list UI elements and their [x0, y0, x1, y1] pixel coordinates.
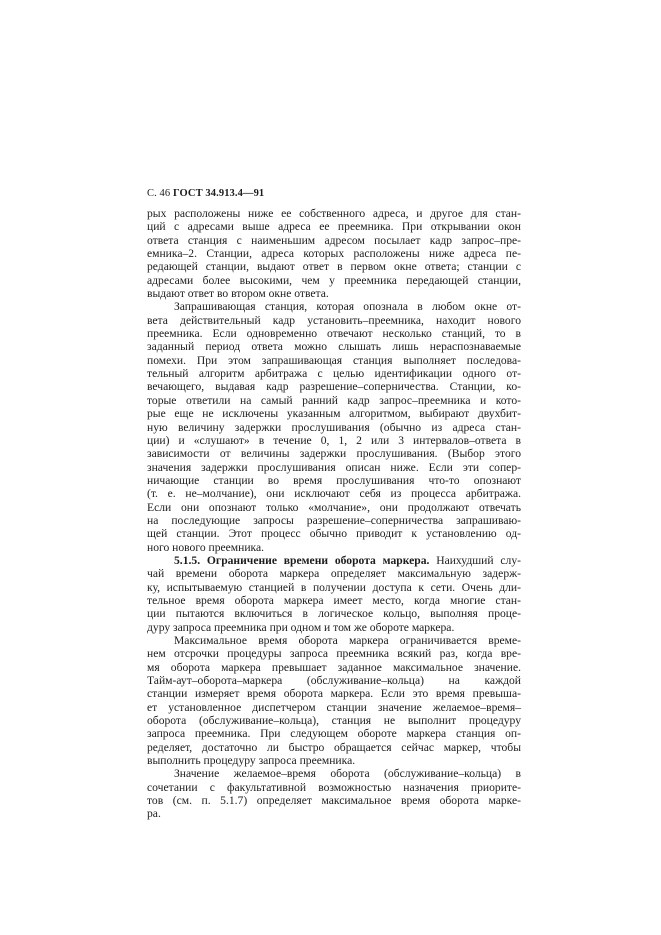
text-line: тов (см. п. 5.1.7) определяет максимальное время оборота марке- [147, 794, 521, 808]
text-line: рых расположены ниже ее собственного адреса, и другое для стан- [147, 207, 521, 220]
text-line: заданный период ответа можно слышать лишь нераспознаваемые [147, 340, 521, 354]
section-number: 5.1.5. [174, 553, 201, 567]
text-line: Значение желаемое–время оборота (обслуживание–кольца) в [174, 767, 521, 781]
text-line: Максимальное время оборота маркера ограничивается време- [174, 634, 521, 647]
text-line: щей станции. Этот процесс обычно приводит к установлению од- [147, 527, 521, 541]
text-line: тельное время оборота маркера имеет место, когда многие стан- [147, 593, 521, 607]
text-line: ций с адресами выше адреса ее преемника. При открывании окон [147, 220, 521, 234]
text-line: вечающего, выдавая кадр разрешение–соперничества. Станции, ко- [147, 380, 521, 394]
text-line: ничающие станции во время прослушивания что-то опознают [147, 473, 521, 487]
text-line: тельный алгоритм арбитража с целью идентификации одного от- [147, 367, 521, 381]
text-line: ет установленное диспетчером станции значение желаемое–время– [147, 700, 521, 714]
text-line: мя оборота маркера превышает заданное максимальное значение. [147, 660, 521, 674]
text-line: ции пытаются включиться в логическое кольцо, выполняя проце- [147, 607, 521, 621]
text-line: на последующие запросы разрешение–соперничества запрашиваю- [147, 513, 521, 527]
page-number: С. 46 [147, 188, 171, 199]
text-line: редающей станции, выдают ответ в первом окне ответа; станции с [147, 260, 521, 274]
text-line: ра. [147, 807, 161, 821]
text-line: рые еще не исключены указанным алгоритмом, выбирают двухбит- [147, 407, 521, 421]
text-line: нем отсрочки процедуры запроса преемника всякий раз, когда вре- [147, 647, 521, 661]
text-line: преемника. Если одновременно отвечают несколько станций, то в [147, 327, 521, 341]
text-line: чай времени оборота маркера определяет максимальную задерж- [147, 567, 521, 581]
page-header [147, 188, 264, 199]
text-line: емника–2. Станции, адреса которых расположены ниже адреса пе- [147, 247, 521, 261]
section-heading-line [147, 554, 521, 567]
text-line: помехи. При этом запрашивающая станция выполняет последова- [147, 353, 521, 367]
text-line: Запрашивающая станция, которая опознала в любом окне от- [174, 300, 521, 314]
text-line: адресами более высокими, чем у преемника передающей станции, [147, 273, 521, 287]
text-line: ответа станция с наименьшим адресом посылает кадр запрос–пре- [147, 233, 521, 247]
text-line: сочетании с факультативной возможностью назначения приорите- [147, 780, 521, 794]
text-line: значения задержки прослушивания описан ниже. Если эти сопер- [147, 460, 521, 474]
text-line: ную величину задержки прослушивания (обычно из адреса стан- [147, 420, 521, 434]
text-line: станции измеряет время оборота маркера. Если это время превыша- [147, 687, 521, 701]
text-line: вета действительный кадр установить–преемника, находит нового [147, 313, 521, 327]
text-line: (т. е. не–молчание), они исключают себя из процесса арбитража. [147, 487, 521, 501]
text-line: ного нового преемника. [147, 540, 265, 554]
text-line: зависимости от величины задержки прослушивания. (Выбор этого [147, 447, 521, 461]
text-line: ределяет, достаточно ли быстро обращается сейчас маркер, чтобы [147, 740, 521, 754]
text-line: дуру запроса преемника при одном и том же обороте маркера. [147, 620, 455, 634]
text-line: ку, испытываемую станцией в получении доступа к сети. Очень дли- [147, 580, 521, 594]
text-line: оборота (обслуживание–кольца), станция не выполнит процедуру [147, 714, 521, 728]
section-title: Ограничение времени оборота маркера. [206, 553, 430, 567]
text-line: Если они опознают только «молчание», они продолжают отвечать [147, 500, 521, 514]
text-line: выдают ответ во втором окне ответа. [147, 287, 329, 301]
standard-designation: ГОСТ 34.913.4—91 [173, 188, 265, 199]
text-line: торые ответили на самый ранний кадр запрос–преемника и кото- [147, 393, 521, 407]
body-text [147, 207, 521, 821]
text-line: выполнить процедуру запроса преемника. [147, 754, 356, 768]
text-line: ции) и «слушают» в течение 0, 1, 2 или 3 интервалов–ответа в [147, 433, 521, 447]
section-heading-rest: Наихудший слу- [429, 553, 521, 567]
text-line: запроса преемника. При следующем обороте маркера станция оп- [147, 727, 521, 741]
text-line: Тайм-аут–оборота–маркера (обслуживание–кольца) на каждой [147, 674, 521, 688]
